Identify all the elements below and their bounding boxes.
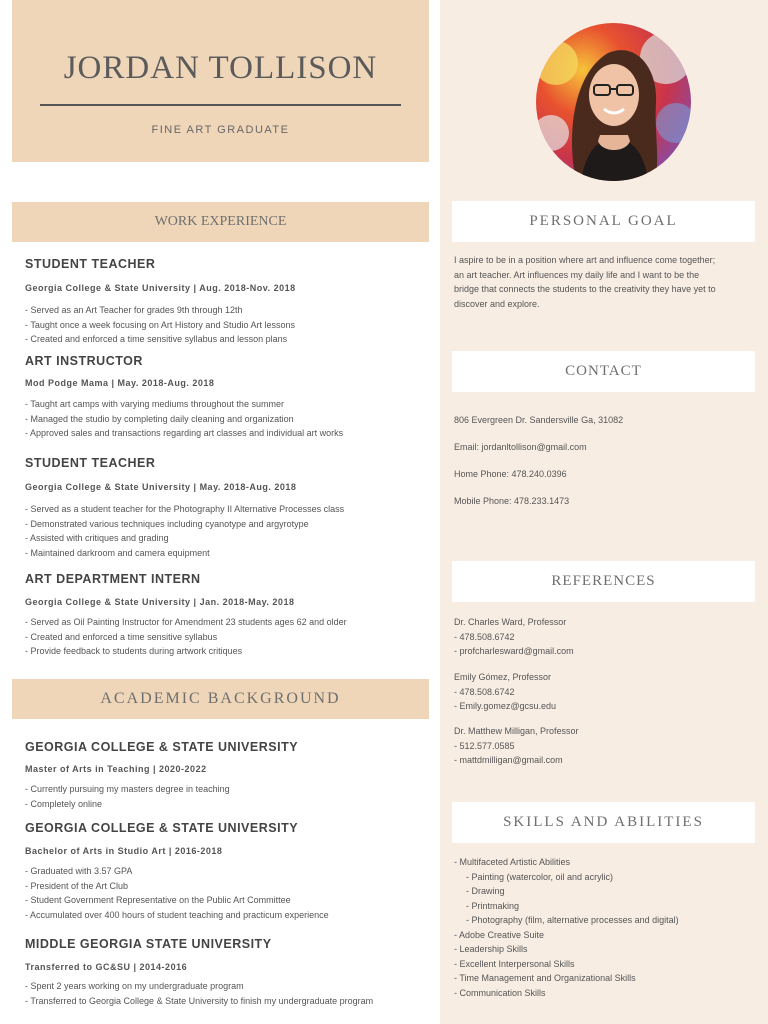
reference-phone: - 478.508.6742 [454,686,515,697]
list-item: - Transferred to Georgia College & State University to finish my undergraduate program [25,995,374,1006]
skill-item: - Adobe Creative Suite [454,929,545,940]
list-item: - Approved sales and transactions regarding art classes and individual art works [25,428,344,438]
skills-heading: SKILLS AND ABILITIES [452,802,755,843]
job-meta: Georgia College & State University | Aug. 2018-Nov. 2018 [25,283,296,293]
reference-email: - mattdmilligan@gmail.com [454,755,563,765]
skill-item: - Time Management and Organizational Skills [454,973,636,983]
contact-address: 806 Evergreen Dr. Sandersville Ga, 31082 [454,415,624,425]
reference-name: Emily Gómez, Professor [454,672,552,682]
list-item: - Accumulated over 400 hours of student teaching and practicum experience [25,909,329,920]
list-item: - Currently pursuing my masters degree in teaching [25,784,230,794]
references-list [454,670,754,714]
reference-email: - profcharlesward@gmail.com [454,646,574,656]
list-item: - Managed the studio by completing daily cleaning and organization [25,413,294,424]
work-experience-heading: WORK EXPERIENCE [12,202,429,242]
goal-line: an art teacher. Art influences my daily life and I want to be the [454,269,700,280]
list-item: - Student Government Representative on the Public Art Committee [25,895,291,905]
job-meta: Georgia College & State University | May. 2018-Aug. 2018 [25,482,297,492]
skills-list [454,855,754,1000]
skill-item: - Multifaceted Artistic Abilities [454,857,571,867]
goal-line: bridge that connects the students to the creativity they have yet to [454,284,716,294]
job-title: STUDENT TEACHER [25,456,156,470]
job-bullets [25,397,343,441]
skill-subitem: - Photography (film, alternative processes and digital) [466,915,679,925]
name-divider [40,104,401,106]
list-item: - Served as a student teacher for the Photography II Alternative Processes class [25,504,345,514]
skill-item: - Excellent Interpersonal Skills [454,958,575,969]
list-item: - Taught once a week focusing on Art History and Studio Art lessons [25,319,295,330]
list-item: - President of the Art Club [25,880,129,891]
reference-email: - Emily.gomez@gcsu.edu [454,701,557,711]
list-item: - Assisted with critiques and grading [25,533,169,543]
reference-phone: - 478.508.6742 [454,631,515,642]
skill-subitem: - Drawing [466,886,505,896]
job-title: ART DEPARTMENT INTERN [25,572,201,586]
list-item: - Graduated with 3.57 GPA [25,866,133,876]
skill-item: - Leadership Skills [454,944,528,954]
job-bullets [25,615,347,659]
contact-mobile-phone: Mobile Phone: 478.233.1473 [454,496,570,506]
reference-name: Dr. Charles Ward, Professor [454,617,567,627]
list-item: - Maintained darkroom and camera equipment [25,547,210,558]
list-item: - Taught art camps with varying mediums throughout the summer [25,399,284,409]
degree-meta: Master of Arts in Teaching | 2020-2022 [25,764,207,774]
reference-name: Dr. Matthew Milligan, Professor [454,726,579,736]
contact-email: Email: jordanltollison@gmail.com [454,442,587,452]
degree-meta: Transferred to GC&SU | 2014-2016 [25,962,188,972]
profile-photo [536,23,691,181]
list-item: - Provide feedback to students during artwork critiques [25,646,243,656]
personal-goal-heading: PERSONAL GOAL [452,201,755,242]
reference-phone: - 512.577.0585 [454,740,515,751]
school-bullets [25,864,329,922]
degree-meta: Bachelor of Arts in Studio Art | 2016-2018 [25,846,223,856]
goal-line: discover and explore. [454,298,540,309]
references-heading: REFERENCES [452,561,755,602]
job-title: STUDENT TEACHER [25,257,156,271]
job-meta: Mod Podge Mama | May. 2018-Aug. 2018 [25,378,215,388]
job-bullets [25,502,344,560]
personal-goal-text [454,253,754,311]
school-name: MIDDLE GEORGIA STATE UNIVERSITY [25,937,272,951]
contact-home-phone: Home Phone: 478.240.0396 [454,469,567,479]
skill-subitem: - Printmaking [466,900,520,911]
candidate-title: FINE ART GRADUATE [151,124,290,136]
goal-line: I aspire to be in a position where art and influence come together; [454,255,716,265]
contact-details [454,407,754,515]
contact-heading: CONTACT [452,351,755,392]
school-bullets [25,782,230,811]
list-item: - Created and enforced a time sensitive syllabus [25,631,218,642]
job-title: ART INSTRUCTOR [25,354,143,368]
list-item: - Created and enforced a time sensitive syllabus and lesson plans [25,334,288,344]
school-name: GEORGIA COLLEGE & STATE UNIVERSITY [25,740,299,754]
list-item: - Spent 2 years working on my undergraduate program [25,981,244,991]
skill-item: - Communication Skills [454,987,546,998]
job-bullets [25,303,295,347]
list-item: - Demonstrated various techniques including cyanotype and argyrotype [25,518,309,529]
references-list [454,724,754,768]
list-item: - Served as an Art Teacher for grades 9th through 12th [25,305,243,315]
references-list [454,615,754,659]
school-name: GEORGIA COLLEGE & STATE UNIVERSITY [25,821,299,835]
skill-subitem: - Painting (watercolor, oil and acrylic) [466,871,614,882]
list-item: - Completely online [25,798,103,809]
school-bullets [25,979,373,1008]
academic-background-heading: ACADEMIC BACKGROUND [12,679,429,719]
candidate-name: JORDAN TOLLISON [63,50,378,86]
job-meta: Georgia College & State University | Jan. 2018-May. 2018 [25,597,295,607]
list-item: - Served as Oil Painting Instructor for Amendment 23 students ages 62 and older [25,617,347,627]
name-header [12,0,429,162]
